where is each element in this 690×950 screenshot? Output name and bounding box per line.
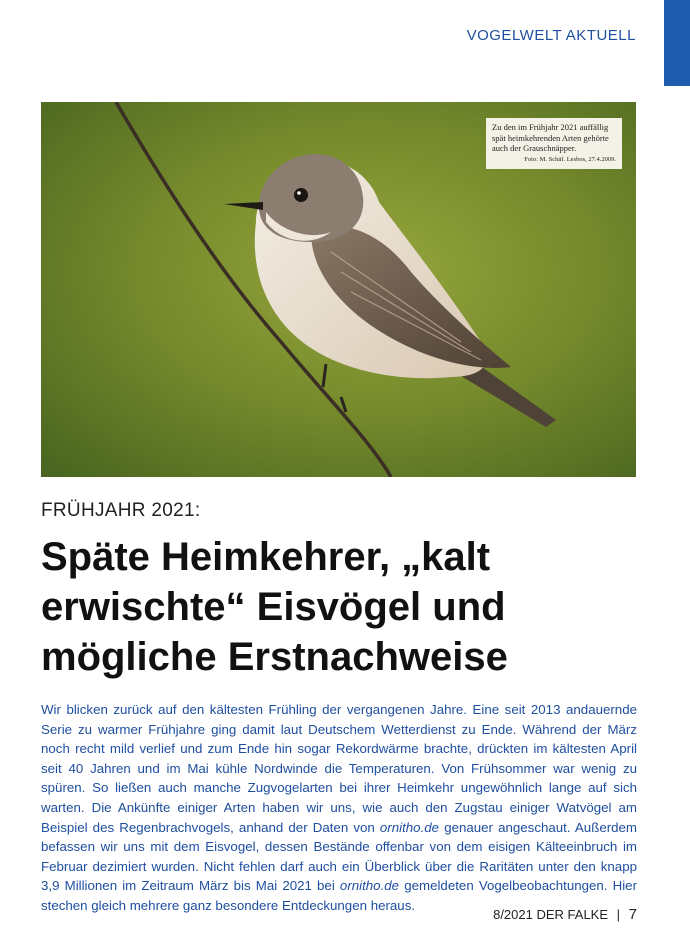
lead-text-3: gemeldeten Vogelbeobachtungen. Hier stechen gleich mehrere ganz besondere Entdeckungen heraus. (41, 878, 638, 913)
ornitho-link-1: ornitho.de (379, 819, 440, 835)
lead-text-2: genauer angeschaut. Außerdem befassen wir uns mit dem Eisvogel, dessen Bestände offenbar von dem eisigen Kälteeinbruch im Februar dezimiert wurden. Nicht fehlen darf auch ein Überblick über die Raritäten unter den knapp 3,9 Millionen im Zeitraum März bis Mai 2021 bei (41, 819, 638, 894)
section-header: VOGELWELT AKTUELL (466, 27, 636, 44)
lead-text-1: Wir blicken zurück auf den kältesten Frühling der vergangenen Jahre. Eine seit 2013 andauernde Serie zu warmer Frühjahre ging damit laut Deutschem Wetterdienst zu Ende. Während der März noch recht mild verlief und zum Ende hin sogar Rekordwärme brachte, drückten im kältesten April seit 40 Jahren und im Mai kühle Nordwinde die Temperaturen. Von Frühsommer war wenig zu spüren. So ließen auch manche Zugvogelarten bei ihrer Heimkehr ungewöhnlich lange auf sich warten. Die Ankünfte einiger Arten haben wir uns, wie auch den Zugstau einiger Watvögel am Beispiel des Regenbrachvogels, anhand der Daten von (41, 702, 637, 835)
bird-photo (41, 102, 636, 477)
article-kicker: FRÜHJAHR 2021: (41, 500, 201, 521)
page-number: 7 (628, 906, 637, 923)
photo-credit: Foto: M. Schäf. Lesbos, 27.4.2009. (524, 155, 616, 163)
ornitho-link-2: ornitho.de (339, 878, 400, 894)
photo-caption-text: Zu den im Frühjahr 2021 auffällig spät heimkehrenden Arten gehörte auch der Grauschnäpper. (492, 122, 609, 153)
article-lead (41, 700, 637, 916)
issue-number: 8/2021 (493, 907, 533, 922)
footer-separator: | (616, 907, 621, 922)
magazine-name: DER FALKE (536, 907, 609, 922)
photo-caption (486, 118, 622, 169)
page-footer (493, 906, 637, 923)
article-headline: Späte Heimkehrer, „kalt erwischte“ Eisvögel und mögliche Erstnachweise (41, 535, 508, 679)
section-color-bar (664, 0, 690, 86)
